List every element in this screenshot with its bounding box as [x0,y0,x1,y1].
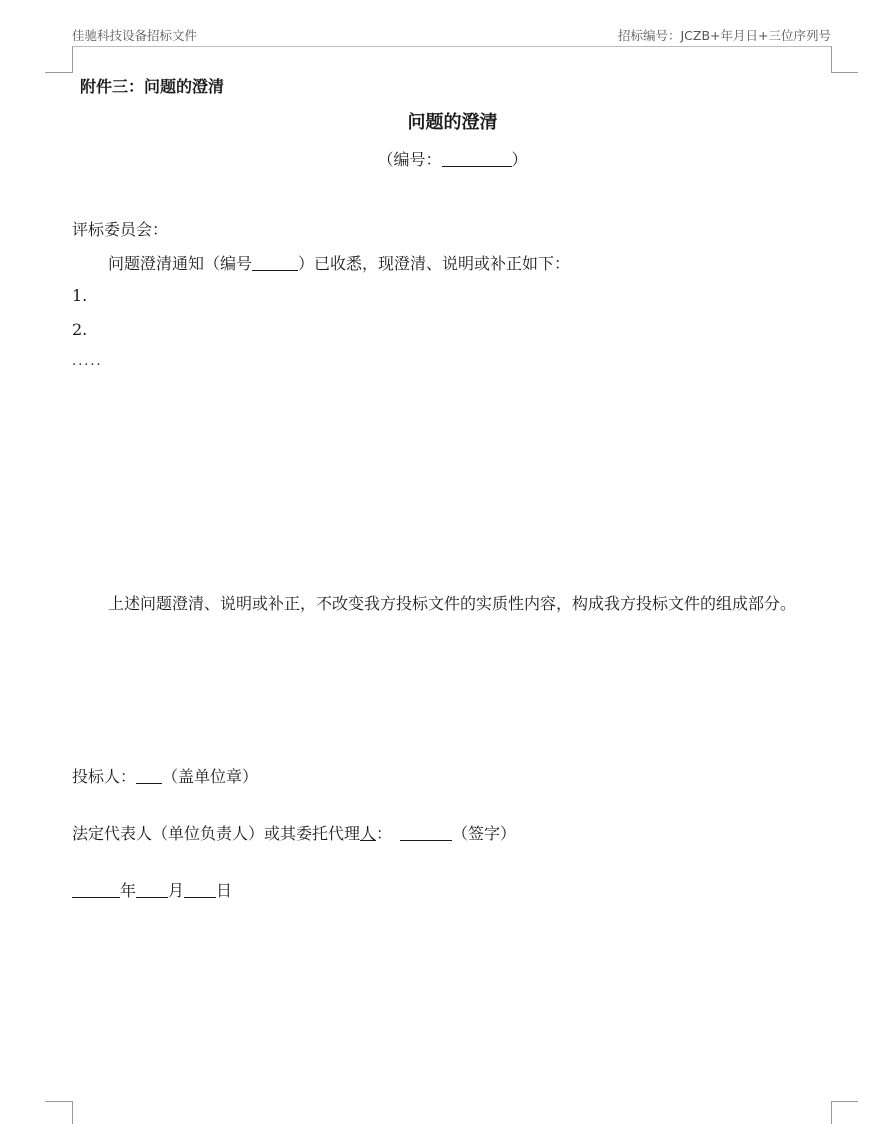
notice-number-blank [252,254,298,271]
crop-mark-bottom-left-v [72,1101,73,1124]
number-blank [442,150,512,167]
day-label: 日 [216,881,233,900]
bidder-note: （盖单位章） [162,767,259,786]
rep-colon: ： [376,824,393,843]
representative-line [72,821,516,844]
date-line [72,878,232,901]
month-label: 月 [168,881,185,900]
list-item-2: 2. [72,320,88,339]
number-close: ） [511,150,528,169]
bidder-label: 投标人： [72,767,137,786]
crop-mark-bottom-right-v [831,1101,832,1124]
addressee: 评标委员会： [72,220,169,239]
bidder-blank [136,767,162,784]
day-blank [184,881,216,898]
crop-mark-top-left-h [45,72,72,73]
crop-mark-bottom-left-h [45,1101,72,1102]
crop-mark-bottom-right-h [831,1101,858,1102]
notice-after: ）已收悉，现澄清、说明或补正如下： [298,254,571,273]
page-header [72,26,831,46]
list-item-1: 1. [72,286,88,305]
rep-label: 法定代表人（单位负责人）或其委托代理 [72,824,361,843]
rep-note: （签字） [452,824,517,843]
header-document-name: 佳驰科技设备招标文件 [72,28,198,43]
notice-line [108,251,570,274]
crop-mark-top-right-h [831,72,858,73]
crop-mark-top-right-v [831,46,832,73]
crop-mark-top-left-v [72,46,73,73]
annex-title: 附件三：问题的澄清 [80,77,225,96]
year-label: 年 [120,881,137,900]
statement-paragraph: 上述问题澄清、说明或补正，不改变我方投标文件的实质性内容，构成我方投标文件的组成部分。 [108,594,797,613]
document-title: 问题的澄清 [407,112,498,133]
rep-signature-blank [400,824,452,841]
number-open: （编号： [377,150,442,169]
year-blank [72,881,120,898]
bidder-line [72,764,258,787]
ellipsis: ..... [72,354,103,369]
header-rule [72,46,831,47]
notice-before: 问题澄清通知（编号 [108,254,253,273]
month-blank [136,881,168,898]
document-number-line [0,147,885,170]
header-tender-number: 招标编号：JCZB+年月日+三位序列号 [617,28,831,43]
rep-label-underlined: 人 [360,824,377,843]
